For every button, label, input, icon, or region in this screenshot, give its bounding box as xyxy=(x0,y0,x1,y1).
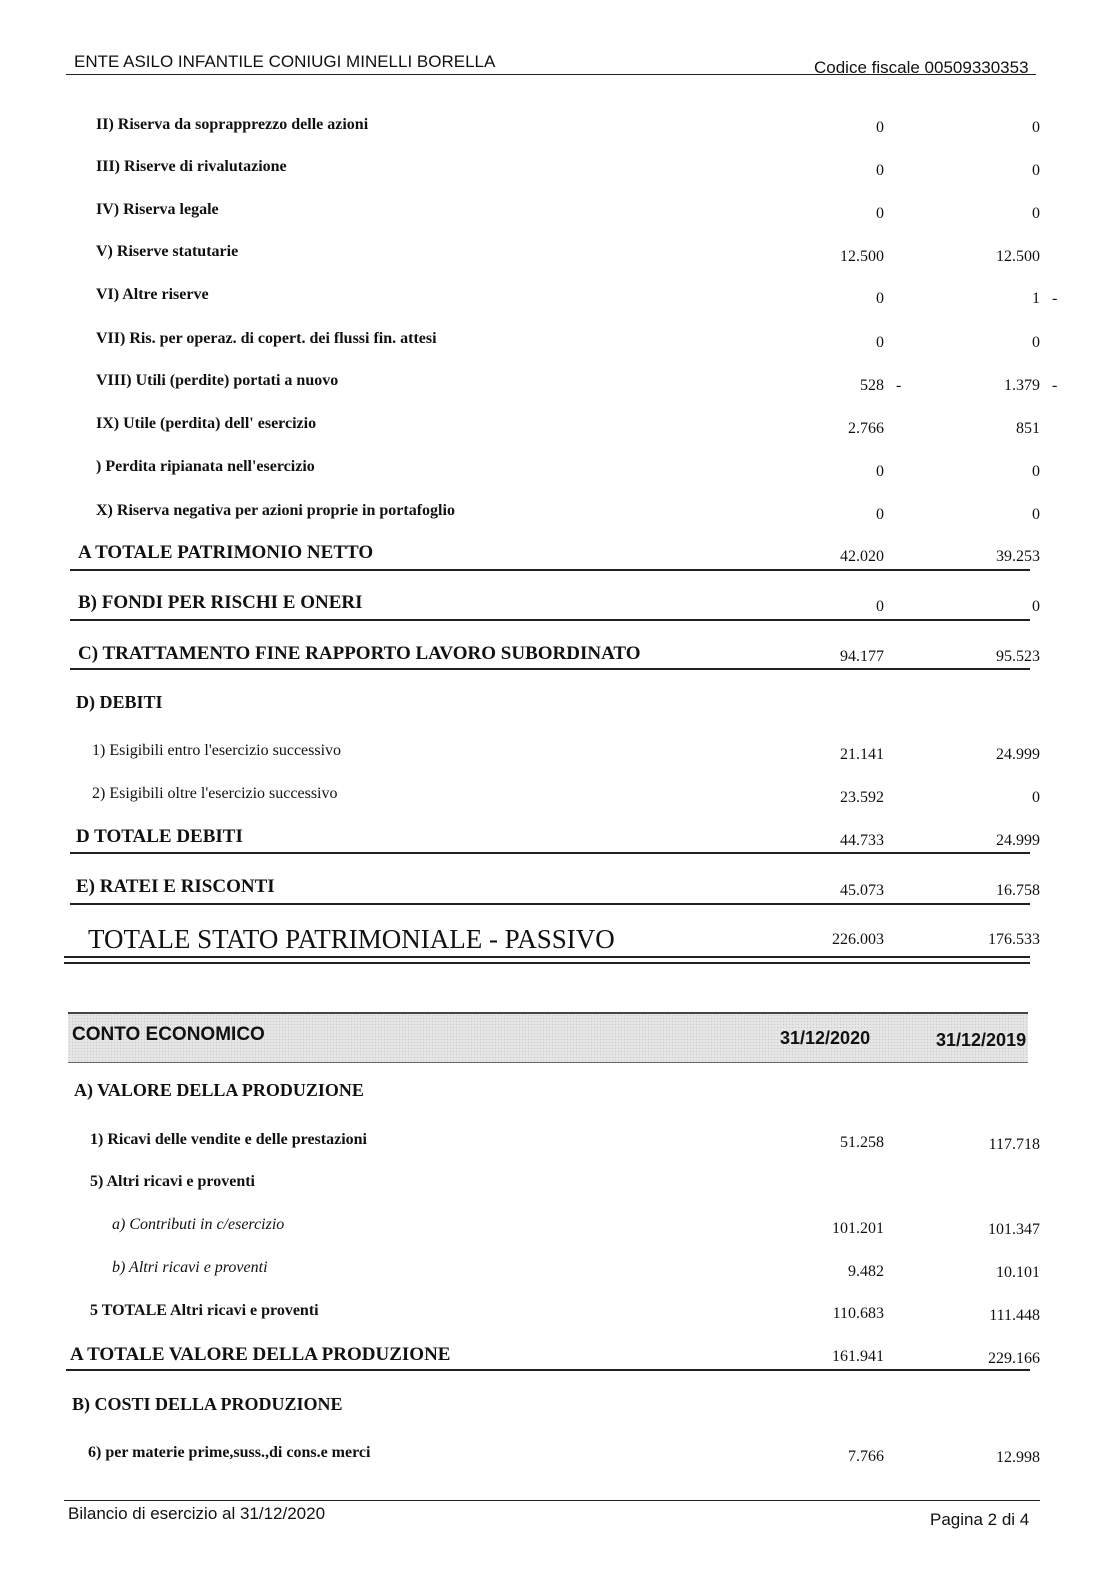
value-2020: 0 xyxy=(876,463,884,480)
value-2019: 0 xyxy=(1032,205,1040,222)
double-rule-bottom xyxy=(64,962,1030,964)
conto-economico-title: CONTO ECONOMICO xyxy=(72,1024,265,1045)
value-2020: 51.258 xyxy=(840,1134,884,1151)
divider xyxy=(70,903,1030,905)
negative-sign-2019: - xyxy=(1052,290,1058,307)
section-debiti: D) DEBITI xyxy=(76,692,163,712)
row-label: V) Riserve statutarie xyxy=(96,243,239,260)
row-label: D TOTALE DEBITI xyxy=(76,826,243,847)
value-2020: 7.766 xyxy=(848,1448,884,1465)
value-2019: 0 xyxy=(1032,789,1040,806)
value-2019: 95.523 xyxy=(996,648,1040,665)
value-2019: 24.999 xyxy=(996,746,1040,763)
value-2020: 0 xyxy=(876,162,884,179)
value-2019: 1.379 xyxy=(1004,377,1040,394)
value-2020: 0 xyxy=(876,119,884,136)
row-label: A TOTALE PATRIMONIO NETTO xyxy=(78,542,374,563)
value-2019: 12.998 xyxy=(996,1449,1040,1466)
row-label: 1) Ricavi delle vendite e delle prestazioni xyxy=(90,1131,367,1148)
value-2020: 0 xyxy=(876,290,884,307)
value-2019: 176.533 xyxy=(988,931,1040,948)
value-2020: 0 xyxy=(876,205,884,222)
section-valore-produzione: A) VALORE DELLA PRODUZIONE xyxy=(74,1080,364,1100)
row-label: VIII) Utili (perdite) portati a nuovo xyxy=(96,372,339,389)
row-label: b) Altri ricavi e proventi xyxy=(112,1259,268,1276)
value-2020: 9.482 xyxy=(848,1263,884,1280)
fiscal-code: Codice fiscale 00509330353 xyxy=(814,58,1029,77)
value-2020: 45.073 xyxy=(840,882,884,899)
value-2020: 21.141 xyxy=(840,746,884,763)
row-label: 5 TOTALE Altri ricavi e proventi xyxy=(90,1302,319,1319)
value-2019: 0 xyxy=(1032,119,1040,136)
negative-sign-2019: - xyxy=(1052,377,1058,394)
column-header-2019: 31/12/2019 xyxy=(936,1030,1027,1050)
row-label: 1) Esigibili entro l'esercizio successivo xyxy=(92,742,342,759)
value-2020: 23.592 xyxy=(840,789,884,806)
row-label: III) Riserve di rivalutazione xyxy=(96,158,287,175)
header-rule xyxy=(66,74,1036,75)
value-2019: 111.448 xyxy=(989,1307,1040,1324)
page-number: Pagina 2 di 4 xyxy=(930,1510,1030,1529)
value-2020: 42.020 xyxy=(840,548,884,565)
row-label: X) Riserva negativa per azioni proprie in portafoglio xyxy=(96,502,455,519)
row-label: IV) Riserva legale xyxy=(96,201,219,218)
row-label: C) TRATTAMENTO FINE RAPPORTO LAVORO SUBORDINATO xyxy=(78,643,641,664)
row-label: B) FONDI PER RISCHI E ONERI xyxy=(78,592,363,613)
entity-name: ENTE ASILO INFANTILE CONIUGI MINELLI BORELLA xyxy=(74,52,496,71)
value-2019: 0 xyxy=(1032,506,1040,523)
value-2020: 44.733 xyxy=(840,832,884,849)
double-rule-top xyxy=(64,956,1030,958)
value-2019: 0 xyxy=(1032,598,1040,615)
footer-rule xyxy=(64,1500,1040,1501)
divider xyxy=(70,852,1030,854)
row-label: TOTALE STATO PATRIMONIALE - PASSIVO xyxy=(88,924,615,954)
divider xyxy=(70,569,1030,571)
value-2020: 110.683 xyxy=(832,1305,884,1322)
divider xyxy=(70,668,1030,670)
value-2019: 229.166 xyxy=(988,1350,1040,1367)
value-2020: 12.500 xyxy=(840,248,884,265)
section-costi-produzione: B) COSTI DELLA PRODUZIONE xyxy=(72,1394,343,1414)
value-2020: 226.003 xyxy=(832,931,884,948)
divider xyxy=(66,1369,1030,1371)
value-2019: 12.500 xyxy=(996,248,1040,265)
footer-left: Bilancio di esercizio al 31/12/2020 xyxy=(68,1504,326,1523)
value-2020: 2.766 xyxy=(848,420,884,437)
value-2019: 101.347 xyxy=(988,1221,1040,1238)
value-2020: 0 xyxy=(876,598,884,615)
row-label: 6) per materie prime,suss.,di cons.e merci xyxy=(88,1444,371,1461)
value-2019: 0 xyxy=(1032,463,1040,480)
value-2019: 117.718 xyxy=(988,1136,1040,1153)
column-header-2020: 31/12/2020 xyxy=(780,1028,871,1048)
value-2020: 528 xyxy=(860,377,884,394)
value-2019: 0 xyxy=(1032,162,1040,179)
row-label: 2) Esigibili oltre l'esercizio successivo xyxy=(92,785,338,802)
row-label: E) RATEI E RISCONTI xyxy=(76,876,275,897)
row-label: VI) Altre riserve xyxy=(96,286,209,303)
row-label: a) Contributi in c/esercizio xyxy=(112,1216,285,1233)
value-2019: 39.253 xyxy=(996,548,1040,565)
row-label: ) Perdita ripianata nell'esercizio xyxy=(96,458,315,475)
section-altri-ricavi: 5) Altri ricavi e proventi xyxy=(90,1173,255,1190)
value-2019: 0 xyxy=(1032,334,1040,351)
negative-sign-2020: - xyxy=(896,377,902,394)
value-2020: 0 xyxy=(876,506,884,523)
value-2020: 0 xyxy=(876,334,884,351)
value-2019: 851 xyxy=(1016,420,1040,437)
row-label: A TOTALE VALORE DELLA PRODUZIONE xyxy=(70,1344,451,1365)
value-2019: 16.758 xyxy=(996,882,1040,899)
value-2020: 101.201 xyxy=(832,1220,884,1237)
row-label: IX) Utile (perdita) dell' esercizio xyxy=(96,415,317,432)
value-2019: 24.999 xyxy=(996,832,1040,849)
row-label: II) Riserva da soprapprezzo delle azioni xyxy=(96,116,369,133)
value-2019: 1 xyxy=(1032,290,1040,307)
value-2019: 10.101 xyxy=(996,1264,1040,1281)
divider xyxy=(70,619,1030,621)
value-2020: 161.941 xyxy=(832,1348,884,1365)
value-2020: 94.177 xyxy=(840,648,884,665)
row-label: VII) Ris. per operaz. di copert. dei flussi fin. attesi xyxy=(96,330,437,347)
